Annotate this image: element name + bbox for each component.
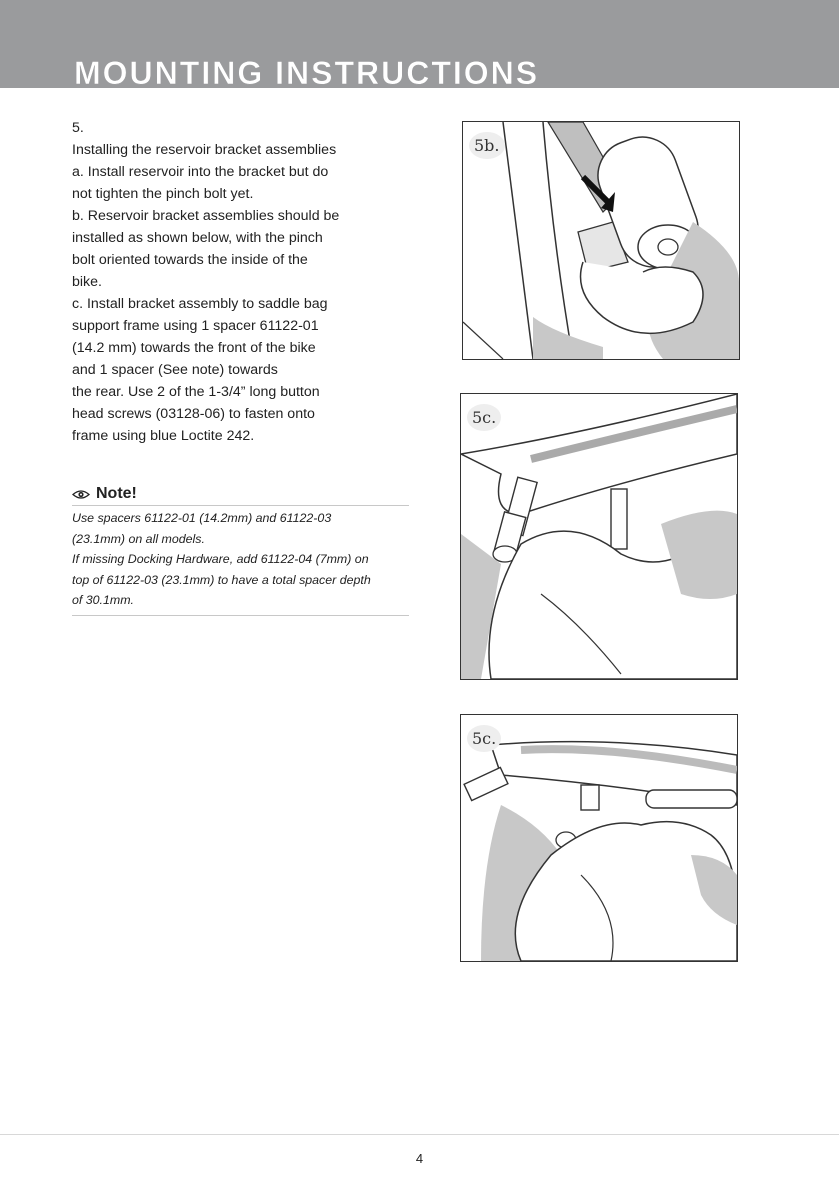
figure-5b (462, 121, 740, 360)
instruction-line: b. Reservoir bracket assemblies should be (72, 208, 340, 224)
instruction-line: c. Install bracket assembly to saddle bag (72, 296, 328, 312)
instruction-line: not tighten the pinch bolt yet. (72, 186, 254, 202)
instruction-line: a. Install reservoir into the bracket but do (72, 164, 329, 180)
reservoir-bracket-illustration (463, 122, 739, 359)
figure-5c-first (460, 393, 738, 680)
figure-label: 5b. (469, 132, 505, 159)
figure-label: 5c. (467, 404, 501, 431)
instruction-line: Installing the reservoir bracket assemblies (72, 142, 337, 158)
instruction-line: the rear. Use 2 of the 1-3/4” long button (72, 384, 320, 400)
note-line: (23.1mm) on all models. (72, 531, 205, 546)
note-body (72, 506, 409, 616)
page-title: MOUNTING INSTRUCTIONS (74, 55, 540, 91)
instruction-line: and 1 spacer (See note) towards (72, 362, 278, 378)
note-heading (72, 484, 409, 506)
screw-fasten-illustration (461, 715, 737, 961)
note-line: top of 61122-03 (23.1mm) to have a total spacer depth (72, 572, 371, 587)
eye-icon (72, 489, 90, 500)
spacer-install-illustration (461, 394, 737, 679)
figure-label: 5c. (467, 725, 501, 752)
instruction-line: 5. (72, 120, 84, 136)
note-line: of 30.1mm. (72, 593, 134, 607)
instruction-line: frame using blue Loctite 242. (72, 428, 255, 444)
instruction-line: bike. (72, 274, 102, 290)
instruction-line: bolt oriented towards the inside of the (72, 252, 308, 268)
figure-5c-second (460, 714, 738, 962)
note-line: If missing Docking Hardware, add 61122-04 (7mm) on (72, 552, 369, 566)
instructions-text (72, 117, 402, 447)
instruction-line: support frame using 1 spacer 61122-01 (72, 318, 319, 334)
note-heading-text: Note! (96, 485, 137, 502)
note-box (72, 484, 409, 616)
page-number: 4 (415, 1151, 424, 1166)
note-line: Use spacers 61122-01 (14.2mm) and 61122-03 (72, 511, 332, 525)
instruction-line: head screws (03128-06) to fasten onto (72, 406, 315, 422)
footer-divider (0, 1134, 839, 1135)
instruction-line: installed as shown below, with the pinch (72, 230, 323, 246)
instruction-line: (14.2 mm) towards the front of the bike (72, 340, 316, 356)
